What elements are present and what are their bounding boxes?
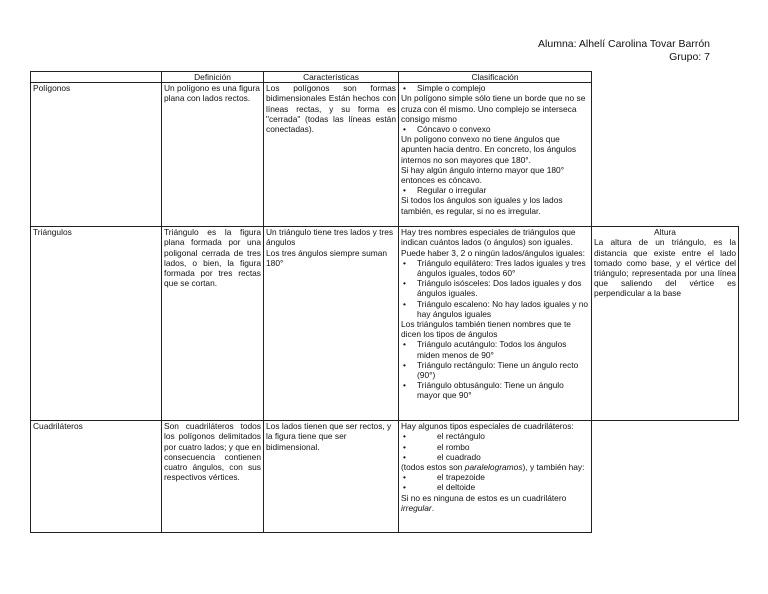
bullet-icon: • — [403, 431, 406, 442]
paragraph: Hay algunos tipos especiales de cuadriláteros: — [401, 421, 574, 432]
list-item: • el trapezoide — [403, 472, 485, 483]
bullet-icon: • — [403, 257, 406, 268]
row-label-triangulos: Triángulos — [31, 227, 162, 421]
bullet-icon: • — [403, 298, 406, 309]
altura-title: Altura — [654, 227, 676, 238]
list-item: • Triángulo isósceles: Dos lados iguales y dos ángulos iguales. — [403, 278, 582, 299]
bullet-icon: • — [403, 359, 406, 370]
bullet-icon: • — [403, 441, 406, 452]
list-item: • Triángulo rectángulo: Tiene un ángulo recto (90°) — [403, 359, 579, 381]
paragraph: Hay tres nombres especiales de triángulos que indican cuántos lados (o ángulos) son iguales. — [401, 227, 576, 248]
bullet-icon: • — [403, 83, 406, 94]
cuadrilateros-caracteristicas: Los lados tienen que ser rectos, y la figura tiene que ser bidimensional. — [264, 421, 399, 533]
blank-cell — [592, 72, 739, 83]
bullet-icon: • — [403, 339, 406, 350]
triangulos-altura — [592, 227, 739, 421]
paragraph: Si todos los ángulos son iguales y los lados también, es regular, si no es irregular. — [401, 195, 563, 216]
paragraph: Puede haber 3, 2 o ningún lados/ángulos iguales: — [401, 247, 585, 258]
list-item: • Simple o complejo — [403, 83, 486, 94]
poligonos-definicion: Un polígono es una figura plana con lados rectos. — [162, 83, 264, 227]
poligonos-caracteristicas: Los polígonos son formas bidimensionales Están hechos con líneas rectas, y su forma es "cerrada" (todas las líneas están conectadas). — [264, 83, 399, 227]
table-row-cuadrilateros — [31, 421, 739, 533]
list-item: • el deltoide — [403, 482, 476, 493]
paragraph: (todos estos son paralelogramos), y también hay: — [401, 462, 585, 473]
list-item: • Cóncavo o convexo — [403, 124, 491, 135]
bullet-icon: • — [403, 451, 406, 462]
paragraph: Si hay algún ángulo interno mayor que 180° entonces es cóncavo. — [401, 164, 565, 186]
triangulos-caracteristicas: Un triángulo tiene tres lados y tres ángulos Los tres ángulos siempre suman 180° — [264, 227, 399, 421]
triangulos-definicion: Triángulo es la figura plana formada por una poligonal cerrada de tres lados, o bien, la figura formada por tres rectas que se cortan. — [162, 227, 264, 421]
header-empty-cell — [31, 72, 162, 83]
paragraph: Un polígono simple sólo tiene un borde que no se cruza con él mismo. Uno complejo se interseca consigo mismo — [401, 93, 586, 124]
blank-cell — [592, 421, 739, 533]
student-name: Alumna: Alhelí Carolina Tovar Barrón — [538, 38, 710, 50]
list-item: • Regular o irregular — [403, 185, 487, 196]
list-item: • el rectángulo — [403, 431, 485, 442]
comparison-table — [30, 71, 739, 533]
paragraph: Los triángulos también tienen nombres que te dicen los tipos de ángulos — [401, 319, 571, 340]
bullet-icon: • — [403, 482, 406, 493]
list-item: • Triángulo equilátero: Tres lados iguales y tres ángulos iguales, todos 60° — [403, 257, 586, 279]
cuadrilateros-definicion: Son cuadriláteros todos los polígonos delimitados por cuatro lados; y que en consecuencia contienen cuatro ángulos, con sus respectivos vértices. — [162, 421, 264, 533]
bullet-icon: • — [403, 472, 406, 483]
altura-text: La altura de un triángulo, es la distancia que existe entre el lado tomado como base, y el vértice del triángulo; representada por una línea que saliendo del vértice es perpendicular a la base — [594, 237, 736, 299]
bullet-icon: • — [403, 380, 406, 391]
list-item: • Triángulo escaleno: No hay lados iguales y no hay ángulos iguales — [403, 298, 589, 319]
blank-cell — [592, 83, 739, 227]
triangulos-clasificacion — [399, 227, 592, 421]
document-header — [538, 38, 710, 64]
list-item: • Triángulo obtusángulo: Tiene un ángulo mayor que 90° — [403, 380, 564, 401]
paragraph: Si no es ninguna de estos es un cuadrilátero irregular. — [401, 492, 567, 513]
poligonos-clasificacion — [399, 83, 592, 227]
header-definicion: Definición — [162, 72, 264, 83]
header-caracteristicas: Características — [264, 72, 399, 83]
list-item: • el rombo — [403, 441, 470, 452]
list-item: • el cuadrado — [403, 451, 481, 462]
bullet-icon: • — [403, 185, 406, 196]
paragraph: Un polígono convexo no tiene ángulos que apunten hacia dentro. En concreto, los ángulos internos no son mayores que 180°. — [401, 134, 577, 165]
header-clasificacion: Clasificación — [399, 72, 592, 83]
bullet-icon: • — [403, 278, 406, 289]
list-item: • Triángulo acutángulo: Todos los ángulos miden menos de 90° — [403, 339, 567, 360]
table-header-row — [31, 72, 739, 83]
table-row-triangulos — [31, 227, 739, 421]
row-label-poligonos: Polígonos — [31, 83, 162, 227]
cuadrilateros-clasificacion — [399, 421, 592, 533]
group-label: Grupo: 7 — [669, 51, 710, 63]
row-label-cuadrilateros: Cuadriláteros — [31, 421, 162, 533]
bullet-icon: • — [403, 124, 406, 135]
table-row-poligonos — [31, 83, 739, 227]
